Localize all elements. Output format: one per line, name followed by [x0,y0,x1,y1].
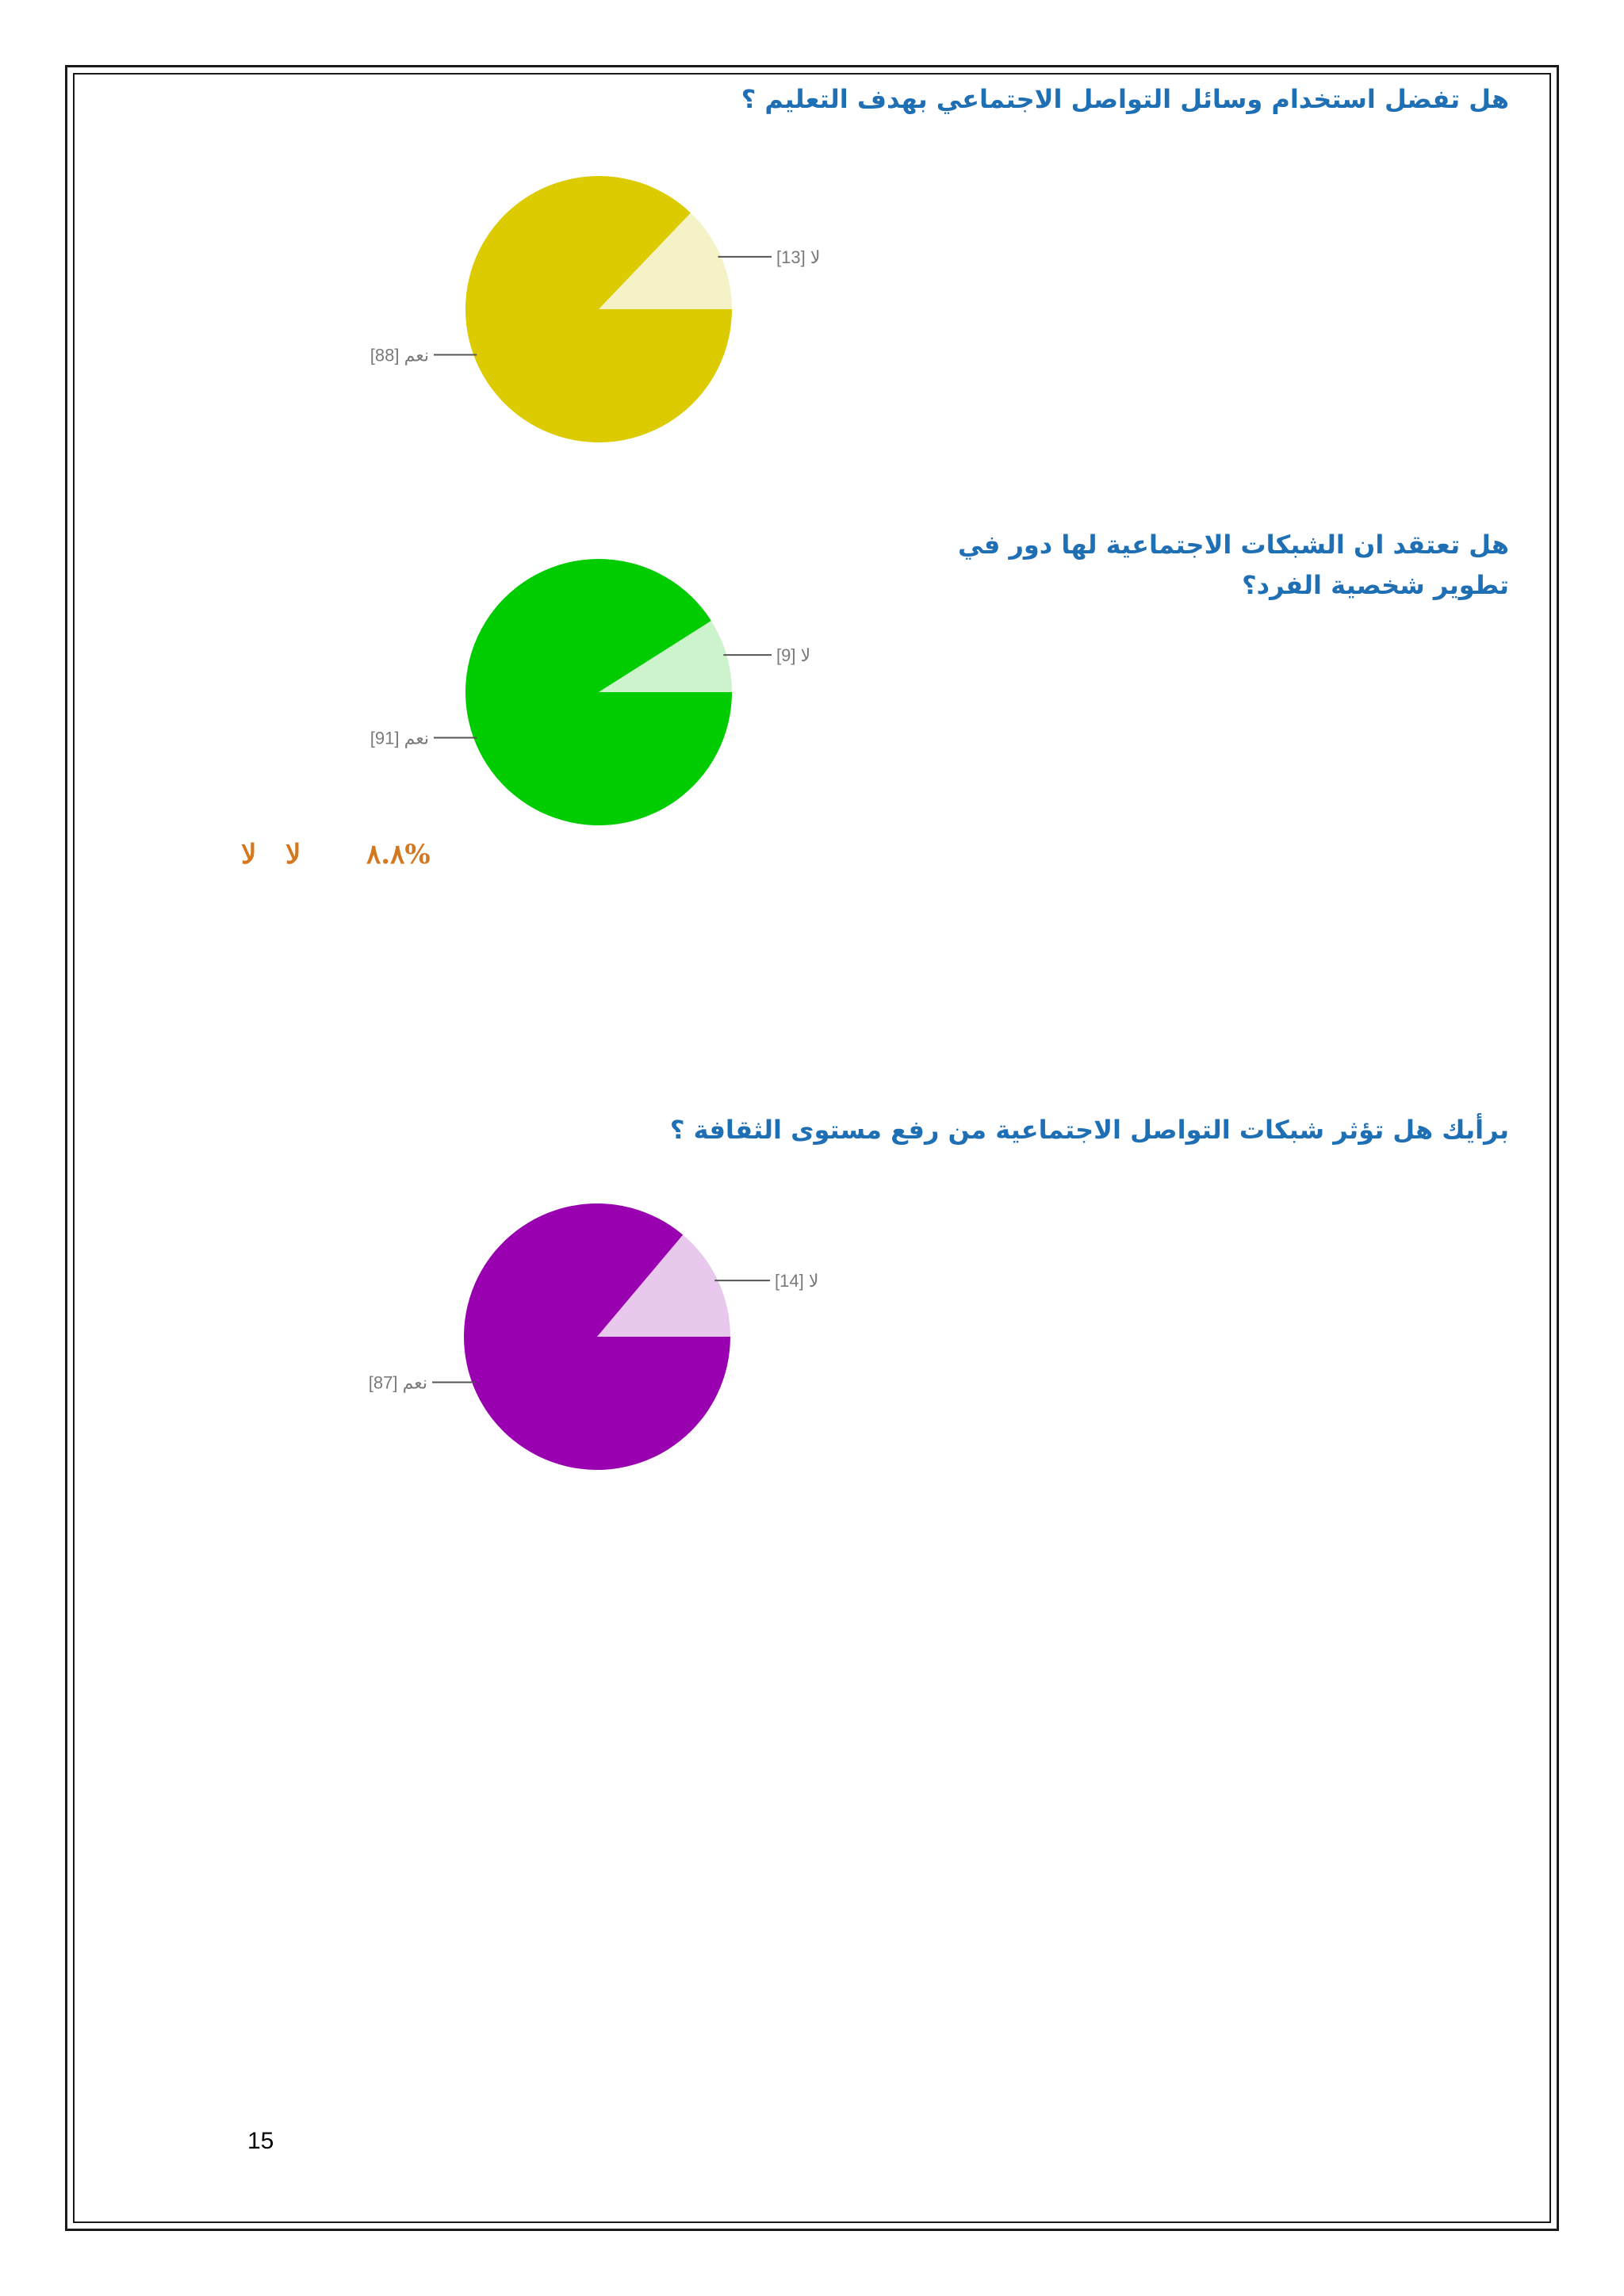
data-label-yes: نعم [88] [370,345,429,365]
page-number: 15 [247,2128,274,2154]
stray-percent-text: ٨.٨% [366,839,431,871]
pie-chart-3 [369,1203,819,1470]
question-2-title: هل تعتقد ان الشبكات الاجتماعية لها دور في تطوير شخصية الفرد؟ [958,530,1509,601]
question-3-title: برأيك هل تؤثر شبكات التواصل الاجتماعية من رفع مستوى الثقافة ؟ [669,1115,1509,1145]
question-1-title: هل تفضل استخدام وسائل التواصل الاجتماعي بهدف التعليم ؟ [741,84,1509,114]
data-label-no: لا [9] [776,645,811,666]
data-label-yes: نعم [87] [368,1372,427,1393]
pie-chart-1 [370,176,821,442]
pie-slice-yes [465,559,732,825]
stray-text-1: ﻻ [241,839,257,871]
data-label-no: لا [14] [775,1271,819,1292]
data-label-no: لا [13] [776,247,821,267]
stray-text-2: ﻻ [285,839,301,871]
pie-chart-2 [370,559,810,825]
data-label-yes: نعم [91] [370,728,429,748]
